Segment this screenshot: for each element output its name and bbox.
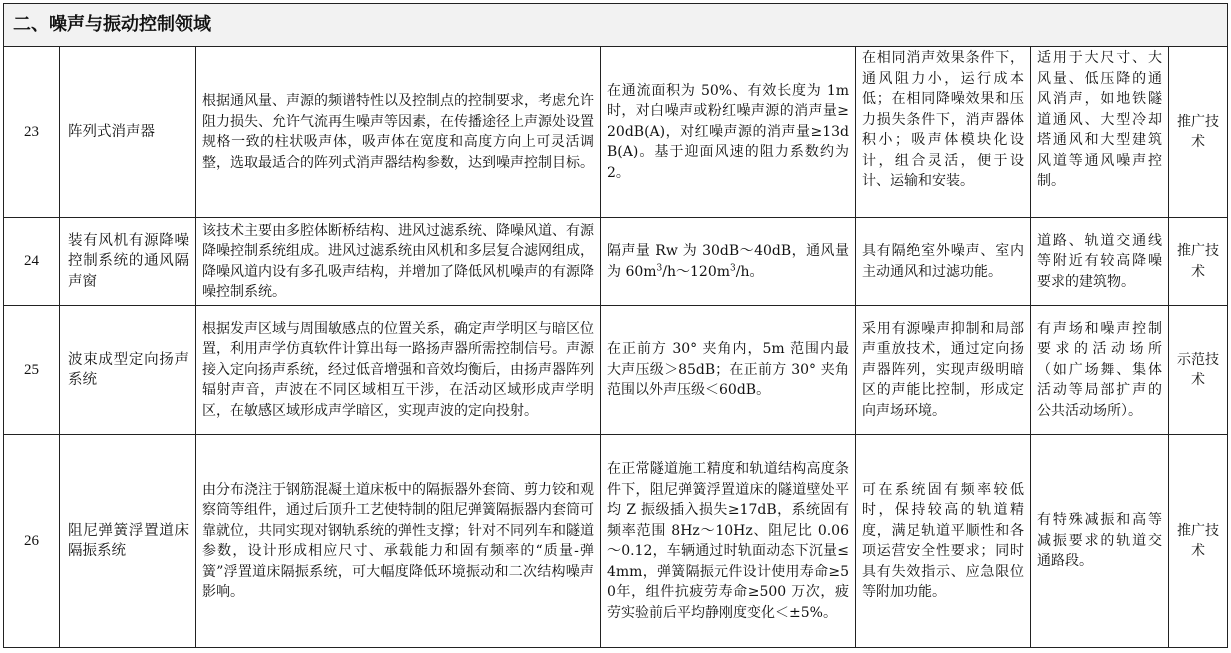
indicator-text: /h～120m [662,263,731,280]
superscript: 3 [656,262,663,273]
technical-indicators [601,218,856,306]
application-scope: 有声场和噪声控制要求的活动场所（如广场舞、集体活动等局部扩声的公共活动场所）。 [1031,306,1169,435]
technology-advantages: 在相同消声效果条件下，通风阻力小，运行成本低；在相同降噪效果和压力损失条件下，消声器体积小；吸声体模块化设计，组合灵活，便于设计、运输和安装。 [856,47,1031,218]
table-row [4,306,1228,435]
table-row [4,218,1228,306]
table-row [4,435,1228,648]
row-number: 25 [4,306,60,435]
technology-category: 示范技术 [1169,306,1228,435]
technology-name: 阻尼弹簧浮置道床隔振系统 [60,435,196,648]
row-number: 26 [4,435,60,648]
technology-description: 该技术主要由多腔体断桥结构、进风过滤系统、降噪风道、有源降噪控制系统组成。进风过滤系统由风机和多层复合滤网组成，降噪风道内设有多孔吸声结构，并增加了降低风机噪声的有源降噪控制系统。 [196,218,601,306]
technical-indicators: 在正前方 30° 夹角内，5m 范围内最大声压级＞85dB；在正前方 30° 夹角范围以外声压级＜60dB。 [601,306,856,435]
application-scope: 适用于大尺寸、大风量、低压降的通风消声，如地铁隧道通风、大型冷却塔通风和大型建筑风道等通风噪声控制。 [1031,47,1169,218]
row-number: 24 [4,218,60,306]
technology-category: 推广技术 [1169,47,1228,218]
technology-advantages: 可在系统固有频率较低时，保持较高的轨道精度，满足轨道平顺性和各项运营安全性要求；同时具有失效指示、应急限位等附加功能。 [856,435,1031,648]
indicator-text: 隔声量 Rw 为 30dB～40dB，通风量为 60m [607,243,849,280]
technology-category: 推广技术 [1169,218,1228,306]
technology-category: 推广技术 [1169,435,1228,648]
technology-description: 由分布浇注于钢筋混凝土道床板中的隔振器外套筒、剪力铰和观察筒等组件，通过后顶升工艺使特制的阻尼弹簧隔振器内套筒可靠就位，共同实现对钢轨系统的弹性支撑；针对不同列车和隧道参数，设计形成相应尺寸、承载能力和固有频率的“质量-弹簧”浮置道床隔振系统，可大幅度降低环境振动和二次结构噪声影响。 [196,435,601,648]
technical-indicators: 在通流面积为 50%、有效长度为 1m 时，对白噪声或粉红噪声源的消声量≥20dB(A)，对红噪声源的消声量≥13dB(A)。基于迎面风速的阻力系数约为 2。 [601,47,856,218]
application-scope: 道路、轨道交通线等附近有较高降噪要求的建筑物。 [1031,218,1169,306]
technology-description: 根据发声区域与周围敏感点的位置关系，确定声学明区与暗区位置，利用声学仿真软件计算出每一路扬声器所需控制信号。声源接入定向扬声系统，经过低音增强和音效均衡后，由扬声器阵列辐射声音，声波在不同区域相互干涉，在活动区域形成声学明区，在敏感区域形成声学暗区，实现声波的定向投射。 [196,306,601,435]
technology-name: 装有风机有源降噪控制系统的通风隔声窗 [60,218,196,306]
application-scope: 有特殊减振和高等减振要求的轨道交通路段。 [1031,435,1169,648]
row-number: 23 [4,47,60,218]
technology-name: 阵列式消声器 [60,47,196,218]
table-row [4,47,1228,218]
technology-advantages: 具有隔绝室外噪声、室内主动通风和过滤功能。 [856,218,1031,306]
superscript: 3 [730,262,736,273]
section-header-row [4,4,1228,47]
indicator-text: /h。 [735,263,764,280]
technology-advantages: 采用有源噪声抑制和局部声重放技术，通过定向扬声器阵列，实现声级明暗区的声能比控制，形成定向声场环境。 [856,306,1031,435]
technical-indicators: 在正常隧道施工精度和轨道结构高度条件下，阻尼弹簧浮置道床的隧道壁处平均 Z 振级插入损失≥17dB，系统固有频率范围 8Hz～10Hz、阻尼比 0.06～0.12，车辆通过时轨面动态下沉量≤4mm，弹簧隔振元件设计使用寿命≥50年，组件抗疲劳寿命≥500 万次，疲劳实验前后平均静刚度变化＜±5%。 [601,435,856,648]
section-title: 二、噪声与振动控制领域 [4,4,1228,47]
technology-description: 根据通风量、声源的频谱特性以及控制点的控制要求，考虑允许阻力损失、允许气流再生噪声等因素，在传播途径上声源处设置规格一致的柱状吸声体，吸声体在宽度和高度方向上可灵活调整，选取最适合的阵列式消声器结构参数，达到噪声控制目标。 [196,47,601,218]
technology-name: 波束成型定向扬声系统 [60,306,196,435]
technology-table [3,3,1228,648]
